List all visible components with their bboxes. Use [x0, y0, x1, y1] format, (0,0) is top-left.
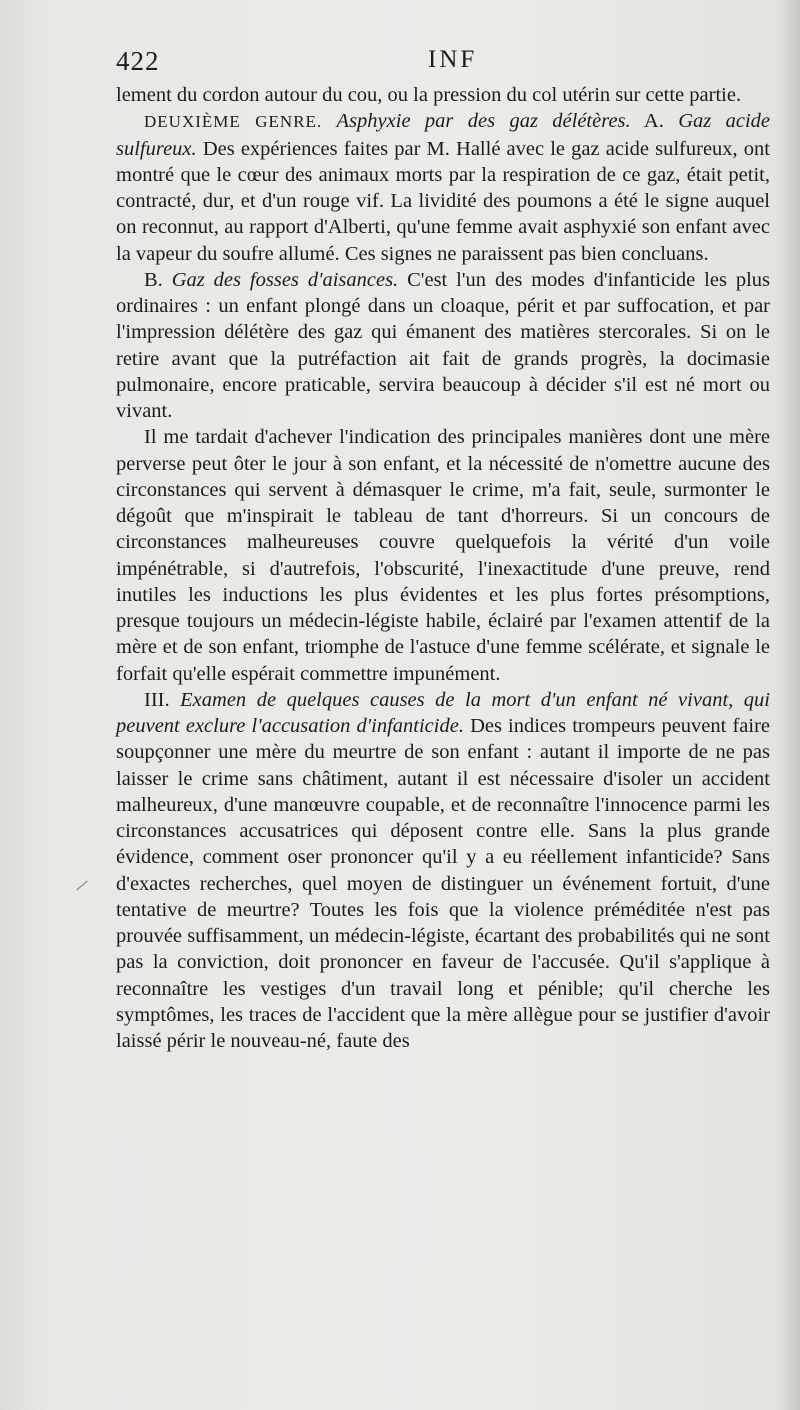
subsection-title: Gaz des fosses d'aisances. [171, 268, 399, 291]
page-body [116, 82, 770, 1054]
running-head: INF [428, 46, 478, 73]
subsection-label: A. [643, 110, 664, 133]
paragraph-examen [116, 687, 770, 1055]
page-gutter-shadow [778, 0, 800, 1410]
paragraph-text: Il me tardait d'achever l'indication des principales manières dont une mère perverse peut ôter le jour à son enfant, et la nécessité de n'omettre aucune des circonstances qui servent à démasquer le crime, m'a fait, seule, surmonter le dégoût que m'inspirait le tableau de tant d'horreurs. Si un concours de circonstances malheureuses couvre quelquefois la vérité d'un voile impénétrable, si d'autrefois, l'obscurité, l'inexactitude d'une preuve, rend inutiles les inductions les plus évidentes et les plus fortes présomptions, presque toujours un médecin-légiste habile, éclairé par l'examen attentif de la mère et de son enfant, triomphe de l'astuce d'une femme scélérate, et signale le forfait qu'elle espérait commettre impunément. [116, 426, 770, 685]
subsection-title: Gaz acide sulfureux. [116, 110, 771, 160]
page-number: 422 [116, 46, 160, 76]
paragraph-text: Des expériences faites par M. Hallé avec le gaz acide sulfureux, ont montré que le cœur des animaux morts par la respiration de ce gaz, était petit, contracté, dur, et d'un rouge vif. La lividité des poumons a été le signe auquel on reconnut, au rapport d'Alberti, qu'une femme avait asphyxié son enfant avec la vapeur du soufre allumé. Ces signes ne paraissent pas bien concluans. [116, 137, 771, 265]
paragraph-continuation [116, 82, 770, 108]
paragraph-text: C'est l'un des modes d'infanticide les plus ordinaires : un enfant plongé dans un cloaque, périt et par suffocation, et par l'impression délétère des gaz qui émanent des matières stercorales. Si on le retire avant que la putréfaction ait fait de grands progrès, la docimasie pulmonaire, encore praticable, servira beaucoup à décider s'il est né mort ou vivant. [116, 268, 771, 422]
section-label: DEUXIÈME GENRE. [144, 112, 323, 132]
paragraph-text: lement du cordon autour du cou, ou la pression du col utérin sur cette partie. [116, 84, 742, 106]
paragraph-fosses [116, 267, 770, 425]
section-title: Examen de quelques causes de la mort d'un enfant né vivant, qui peuvent exclure l'accusation d'infanticide. [116, 688, 770, 737]
section-label: III. [144, 688, 170, 711]
margin-pencil-mark [76, 881, 87, 891]
page-header [116, 46, 770, 80]
section-title: Asphyxie par des gaz délétères. [336, 110, 631, 133]
paragraph-text: Des indices trompeurs peuvent faire soupçonner une mère du meurtre de son enfant : autant il importe de ne pas laisser le crime sans châtiment, autant il est nécessaire d'isoler un accident malheureux, d'une manœuvre coupable, et de reconnaître l'innocence parmi les circonstances accusatrices qui déposent contre elle. Sans la plus grande évidence, comment oser prononcer qu'il y a eu réellement infanticide? Sans d'exactes recherches, quel moyen de distinguer un événement fortuit, d'une tentative de meurtre? Toutes les fois que la violence préméditée n'est pas prouvée suffisamment, un médecin-légiste, écartant des probabilités qui ne sont pas la conviction, doit prononcer en faveur de l'accusée. Qu'il s'applique à reconnaître les vestiges d'un travail long et pénible; qu'il cherche les symptômes, les traces de l'accident que la mère allègue pour se justifier d'avoir laissé périr le nouveau-né, faute des [116, 715, 770, 1052]
subsection-label: B. [144, 268, 163, 291]
paragraph-conclusion [116, 424, 770, 687]
paragraph-asphyxie [116, 108, 770, 267]
